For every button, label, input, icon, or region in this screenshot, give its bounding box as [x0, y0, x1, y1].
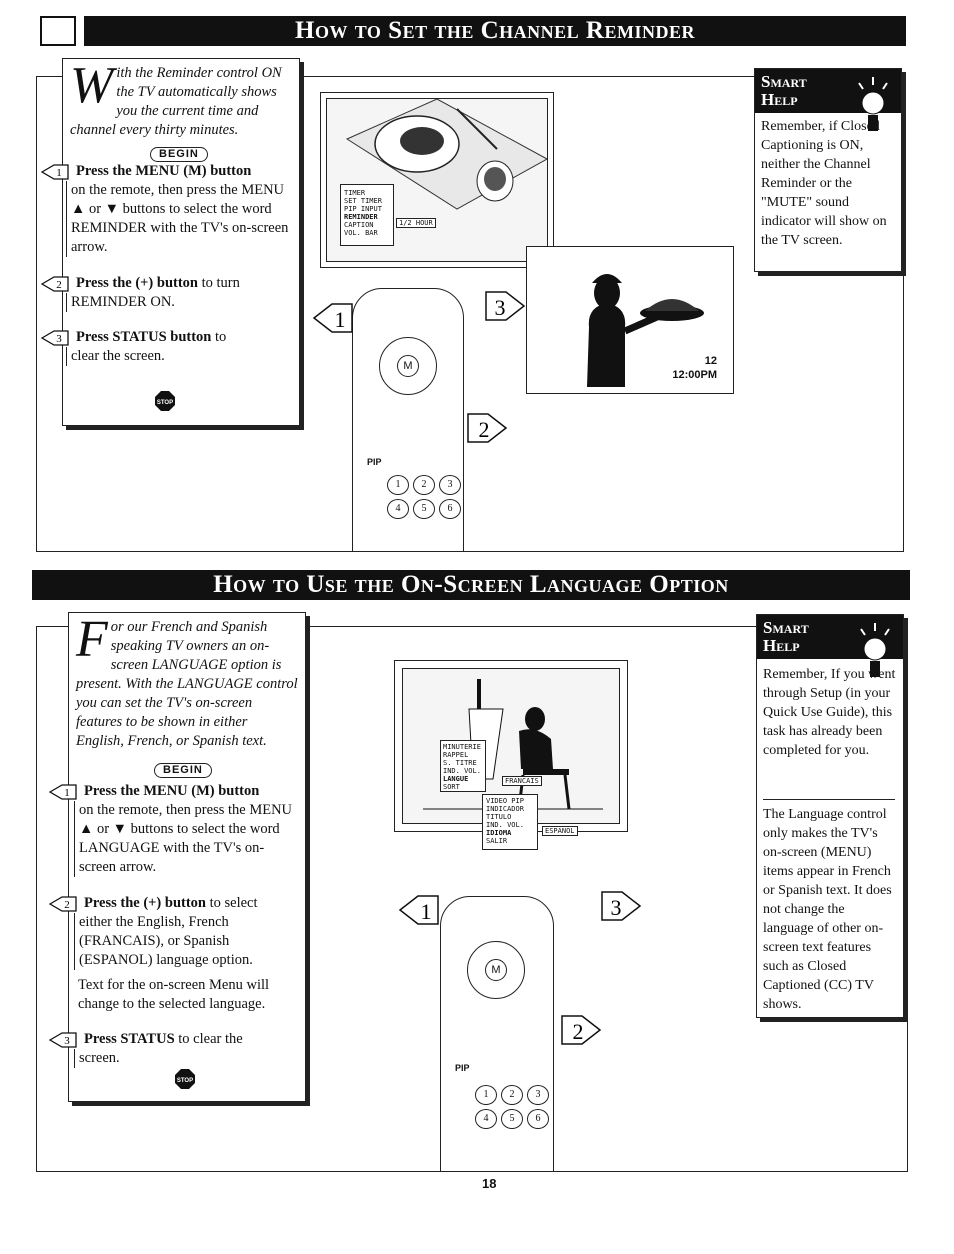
remote-control-1 — [352, 288, 464, 552]
osd-french-menu: MINUTERIE RAPPEL S. TITRE IND. VOL. LANGUE SORT — [440, 740, 486, 792]
smart-help-1-text: Remember, if Closed Captioning is ON, neither the Channel Reminder or the "MUTE" sound indicator will show on the TV screen. — [761, 119, 887, 248]
section-2-callout-3 — [600, 890, 642, 922]
remote-2-key-5[interactable]: 5 — [501, 1109, 523, 1129]
section-1-callout-2 — [466, 412, 508, 444]
section-1-intro-text: ith the Reminder control ON the TV automatically shows you the current time and channel every thirty minutes. — [70, 65, 282, 138]
section-2-step-3-text: screen. — [74, 1049, 298, 1068]
svg-text:2: 2 — [64, 898, 70, 911]
smart-help-2-header: Smart Help — [757, 615, 903, 659]
svg-text:1: 1 — [334, 307, 346, 332]
svg-text:3: 3 — [64, 1034, 70, 1047]
smart-help-2-text-1: Remember, If you went through Setup (in your Quick Use Guide), this task has already been completed for you. — [763, 667, 896, 758]
step-1-arrow-icon — [40, 163, 70, 181]
step-3-arrow-icon — [48, 1031, 78, 1049]
section-2-step-3-lead: Press STATUS — [84, 1031, 175, 1047]
svg-text:2: 2 — [56, 278, 62, 291]
section-2-begin-badge: BEGIN — [154, 760, 212, 778]
remote-1-key-1[interactable]: 1 — [387, 475, 409, 495]
status-channel: 12 — [704, 355, 717, 367]
step-1-arrow-icon — [48, 783, 78, 801]
section-1-callout-3 — [484, 290, 526, 322]
step-2-lead: Press the (+) button — [76, 275, 198, 291]
remote-2-menu-button[interactable]: M — [485, 959, 507, 981]
section-2-step-2-text: either the English, French (FRANCAIS), or Spanish (ESPANOL) language option. — [74, 913, 298, 970]
remote-1-key-3[interactable]: 3 — [439, 475, 461, 495]
step-2-text: REMINDER ON. — [66, 293, 294, 312]
remote-1-key-5[interactable]: 5 — [413, 499, 435, 519]
osd-value-francais: FRANCAIS — [502, 776, 542, 786]
remote-1-key-2[interactable]: 2 — [413, 475, 435, 495]
section-2-step-3: 3 Press STATUS to clear the screen. — [48, 1030, 298, 1068]
step-3-lead: Press STATUS button — [76, 329, 212, 345]
remote-2-key-6[interactable]: 6 — [527, 1109, 549, 1129]
step-1-lead: Press the MENU (M) button — [76, 163, 252, 179]
section-2-smart-help — [756, 614, 904, 1018]
svg-text:2: 2 — [572, 1019, 584, 1044]
section-1-step-2: 2 Press the (+) button to turn REMINDER ON. — [40, 274, 294, 312]
stop-sign-icon — [154, 390, 176, 412]
step-2-arrow-icon — [40, 275, 70, 293]
section-2-step-1-text: on the remote, then press the MENU ▲ or ▼ buttons to select the word LANGUAGE with the TV's on-screen arrow. — [74, 801, 298, 877]
remote-1-key-6[interactable]: 6 — [439, 499, 461, 519]
svg-text:2: 2 — [478, 417, 490, 442]
section-1-banner — [84, 16, 906, 46]
step-3-text: clear the screen. — [66, 347, 294, 366]
osd-menu-panel: TIMER SET TIMER PIP INPUT REMINDER CAPTION VOL. BAR — [340, 184, 394, 246]
svg-text:3: 3 — [494, 295, 506, 320]
step-3-arrow-icon — [40, 329, 70, 347]
section-1-callout-1 — [312, 302, 354, 334]
section-1-smart-help — [754, 68, 902, 272]
svg-text:3: 3 — [56, 332, 62, 345]
stop-sign-icon — [174, 1068, 196, 1090]
step-1-text: on the remote, then press the MENU ▲ or ▼ buttons to select the word REMINDER with the TV's on-screen arrow. — [66, 181, 294, 257]
section-2-banner — [32, 570, 910, 600]
osd-value-reminder: 1/2 HOUR — [396, 218, 436, 228]
smart-help-2-divider — [763, 799, 895, 800]
remote-2-key-4[interactable]: 4 — [475, 1109, 497, 1129]
remote-control-2 — [440, 896, 554, 1172]
svg-text:1: 1 — [64, 786, 70, 799]
section-2-step-1-lead: Press the MENU (M) button — [84, 783, 260, 799]
section-2-title: How to Use the On-Screen Language Option — [213, 571, 729, 598]
section-1-icon-box — [40, 16, 76, 46]
remote-1-pip-label: PIP — [367, 457, 382, 467]
svg-text:1: 1 — [420, 899, 432, 924]
section-1-step-1 — [40, 162, 294, 257]
svg-text:3: 3 — [610, 895, 622, 920]
remote-1-key-4[interactable]: 4 — [387, 499, 409, 519]
smart-help-1-header: Smart Help — [755, 69, 901, 113]
section-2-intro-text: or our French and Spanish speaking TV owners an on-screen LANGUAGE option is present. With the LANGUAGE control you can set the TV's on-screen features to be shown in either English, French, or Spanish text. — [76, 619, 298, 749]
section-2-step-1 — [48, 782, 298, 877]
remote-2-key-3[interactable]: 3 — [527, 1085, 549, 1105]
section-2-drop-cap: F — [76, 611, 108, 668]
section-2-step-2-note: Text for the on-screen Menu will change to the selected language. — [78, 977, 270, 1012]
svg-text:STOP: STOP — [156, 400, 174, 406]
remote-2-keypad — [475, 1085, 549, 1129]
remote-1-menu-button[interactable]: M — [397, 355, 419, 377]
status-screen — [526, 246, 734, 394]
step-2-arrow-icon — [48, 895, 78, 913]
section-2-callout-1 — [398, 894, 440, 926]
section-1-step-3: 3 Press STATUS button to clear the screen. — [40, 328, 294, 366]
smart-help-2-text-2: The Language control only makes the TV's on-screen (MENU) items appear in French or Spanish text. It does not change the language of other on-screen text features such as Closed Captioned (CC) TV shows. — [763, 807, 892, 1012]
section-1-intro — [70, 57, 292, 140]
section-2-intro — [76, 611, 298, 751]
section-1-drop-cap: W — [70, 57, 114, 114]
osd-spanish-menu: VIDEO PIP INDICADOR TITULO IND. VOL. IDIOMA SALIR — [482, 794, 538, 850]
section-1-begin-badge: BEGIN — [150, 144, 208, 162]
status-time: 12:00PM — [672, 369, 717, 381]
section-2-step-2: 2 Press the (+) button to select either the English, French (FRANCAIS), or Spanish (ESPANOL) language option. Text for the on-screen Menu will change to the selected language. — [48, 894, 298, 1014]
svg-text:STOP: STOP — [176, 1078, 194, 1084]
osd-value-espanol: ESPANOL — [542, 826, 578, 836]
section-1-title: How to Set the Channel Reminder — [295, 17, 695, 44]
remote-2-key-1[interactable]: 1 — [475, 1085, 497, 1105]
svg-text:1: 1 — [56, 166, 62, 179]
remote-2-pip-label: PIP — [455, 1063, 470, 1073]
section-2-callout-2 — [560, 1014, 602, 1046]
page-number: 18 — [482, 1176, 497, 1191]
remote-2-key-2[interactable]: 2 — [501, 1085, 523, 1105]
remote-1-keypad — [367, 475, 453, 519]
section-2-step-2-lead: Press the (+) button — [84, 895, 206, 911]
